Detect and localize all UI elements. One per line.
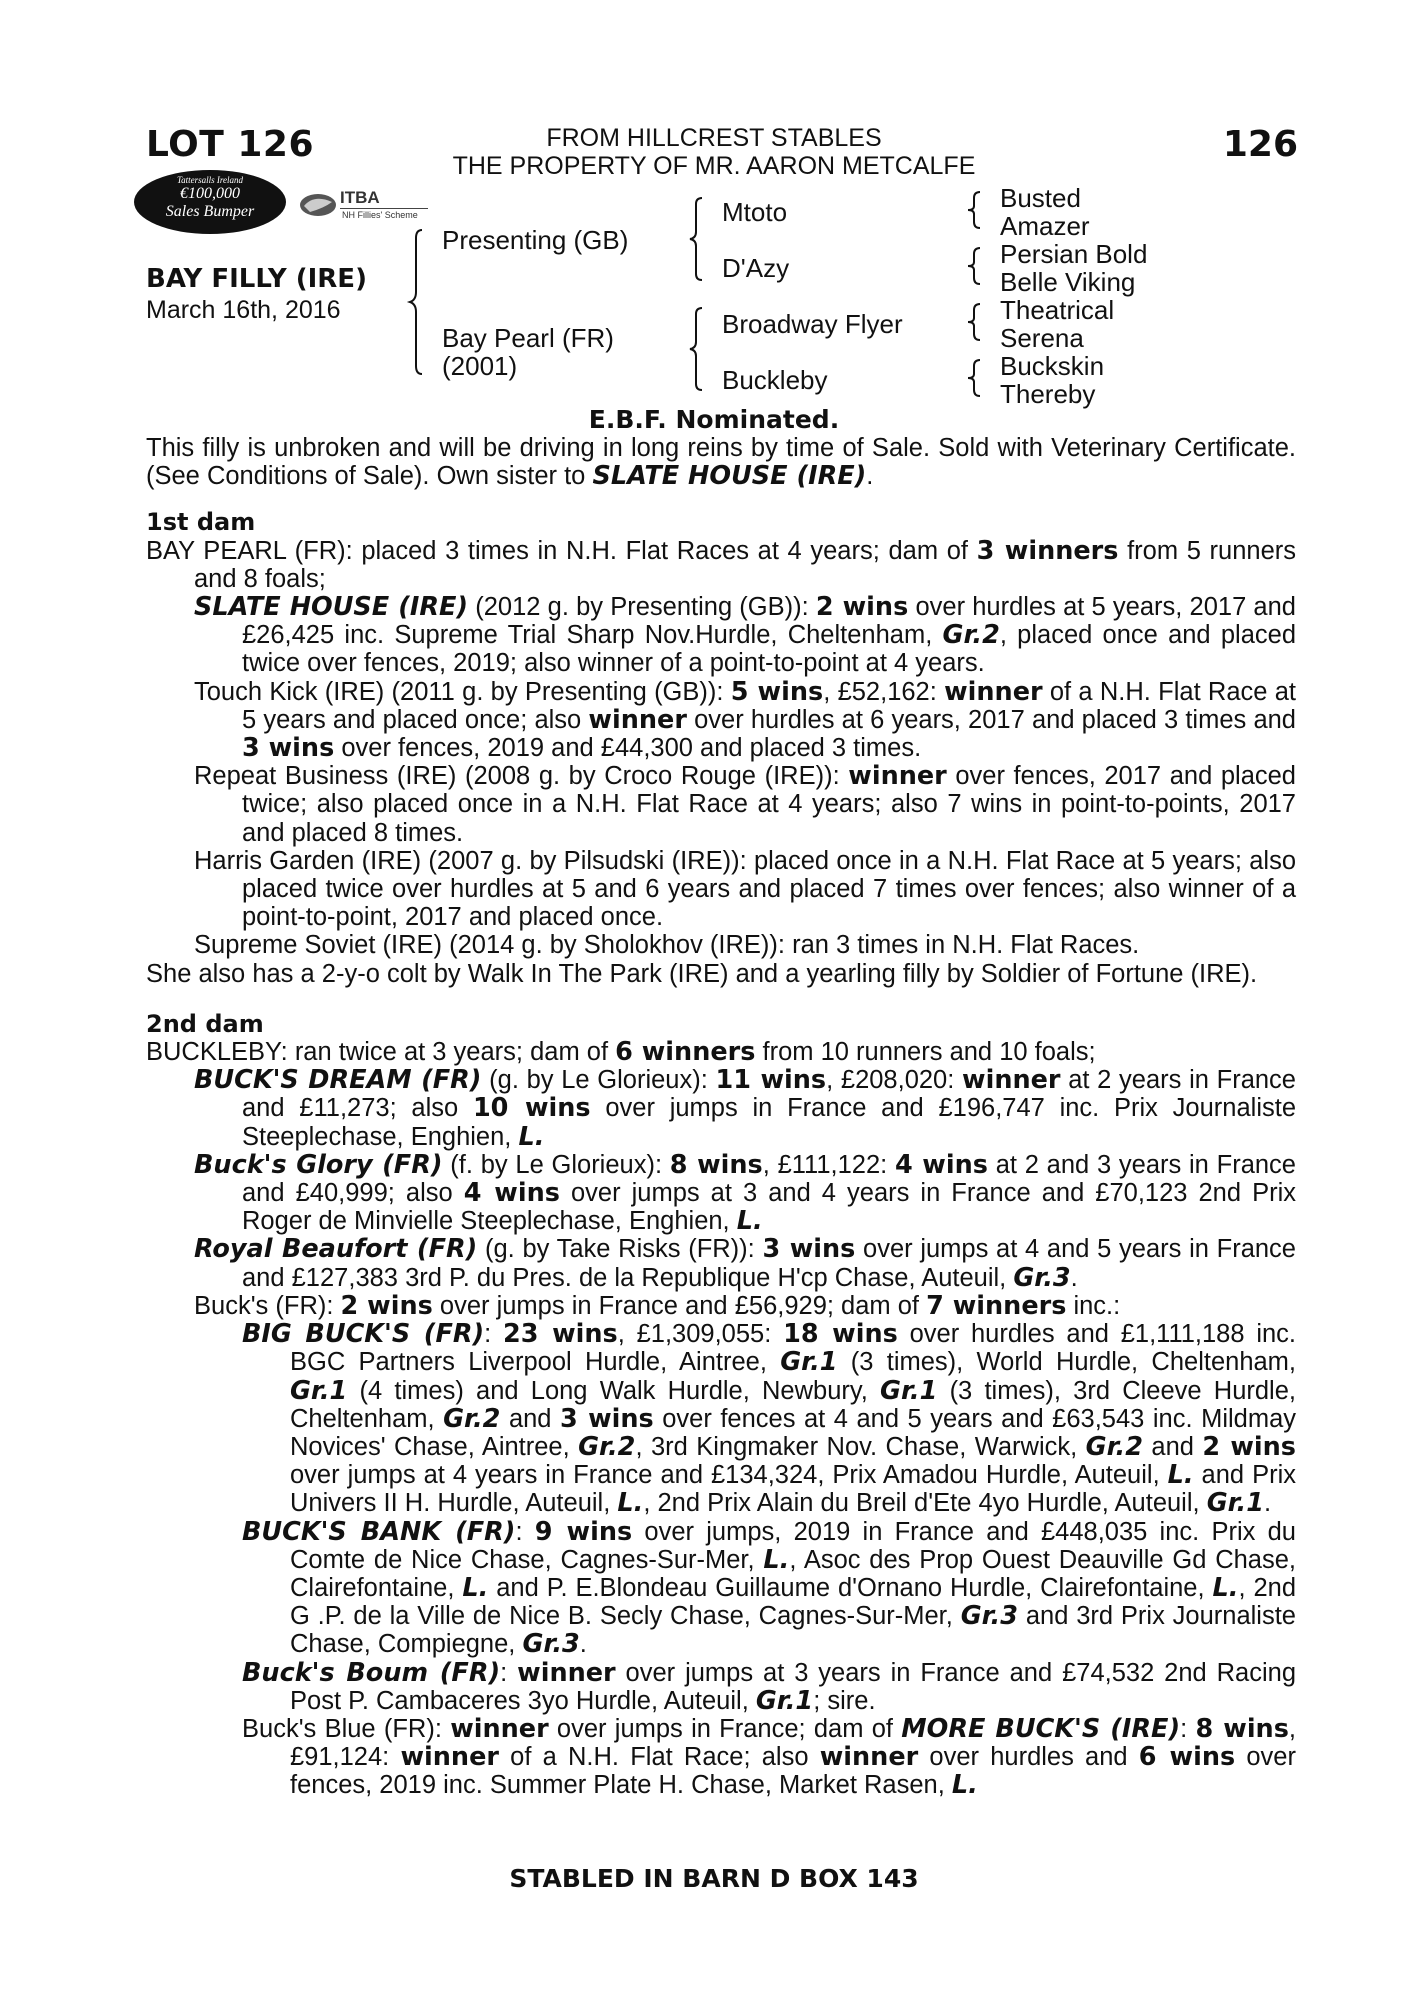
pedigree-dam: Bay Pearl (FR) [442,323,614,353]
pedigree-dam-dam: Buckleby [722,365,828,395]
first-dam-heading: 1st dam [146,508,256,537]
horse-title: BAY FILLY (IRE) [146,264,367,294]
dam-entry: BAY PEARL (FR): placed 3 times in N.H. Flat Races at 4 years; dam of 3 winners from 5 runners and 8 foals; [146,535,1296,593]
badge-amount: €100,000 [180,185,240,202]
grandproduce-entry: Buck's Blue (FR): winner over jumps in France; dam of MORE BUCK'S (IRE): 8 wins, £91,124: winner of a N.H. Flat Race; also winner over hurdles and 6 wins over fences, 2019 inc. Summer Plate H. Chase, Market Rasen, L. [242,1713,1296,1801]
badge-label: Sales Bumper [165,203,255,220]
grandproduce-entry: BIG BUCK'S (FR): 23 wins, £1,309,055: 18 wins over hurdles and £1,111,188 inc. BGC Partners Liverpool Hurdle, Aintree, Gr.1 (3 times), World Hurdle, Cheltenham, Gr.1 (4 times) and Long Walk Hurdle, Newbury, Gr.1 (3 times), 3rd Cleeve Hurdle, Cheltenham, Gr.2 and 3 wins over fences at 4 and 5 years and £63,543 inc. Mildmay Novices' Chase, Aintree, Gr.2, 3rd Kingmaker Nov. Chase, Warwick, Gr.2 and 2 wins over jumps at 4 years in France and £134,324, Prix Amadou Hurdle, Auteuil, L. and Prix Univers II H. Hurdle, Auteuil, L., 2nd Prix Alain du Breil d'Ete 4yo Hurdle, Auteuil, Gr.1. [242,1319,1297,1519]
dam-note: She also has a 2-y-o colt by Walk In The Park (IRE) and a yearling filly by Soldier of Fortune (IRE). [146,959,1258,988]
pedigree-bracket [966,358,986,398]
grandproduce-entry: Buck's Boum (FR): winner over jumps at 3 years in France and £74,532 2nd Racing Post P. Cambaceres 3yo Hurdle, Auteuil, Gr.1; sire. [242,1657,1297,1716]
sales-bumper-badge [134,170,286,234]
produce-entry: SLATE HOUSE (IRE) (2012 g. by Presenting (GB)): 2 wins over hurdles at 5 years, 2017 and £26,425 inc. Supreme Trial Sharp Nov.Hurdle, Cheltenham, Gr.2, placed once and placed twice over fences, 2019; also winner of a point-to-point at 4 years. [194,592,1296,678]
intro-paragraph: This filly is unbroken and will be driving in long reins by time of Sale. Sold with Veterinary Certificate. (See Conditions of Sale). Own sister to SLATE HOUSE (IRE). [146,434,1296,492]
pedigree-sire-sire: Mtoto [722,197,788,227]
produce-entry: Royal Beaufort (FR) (g. by Take Risks (FR)): 3 wins over jumps at 4 and 5 years in France and £127,383 3rd P. du Pres. de la Republique H'cp Chase, Auteuil, Gr.3. [194,1234,1296,1293]
catalogue-body [146,434,1296,1800]
ebf-nominated: E.B.F. Nominated. [588,405,840,434]
itba-logo [298,190,428,226]
pedigree-sire-dam: D'Azy [722,253,790,283]
lot-label: LOT 126 [146,124,314,165]
produce-entry: Repeat Business (IRE) (2008 g. by Croco Rouge (IRE)): winner over fences, 2017 and placed twice; also placed once in a N.H. Flat Race at 4 years; also 7 wins in point-to-points, 2017 and placed 8 times. [194,761,1296,847]
produce-entry: Touch Kick (IRE) (2011 g. by Presenting (GB)): 5 wins, £52,162: winner of a N.H. Flat Race at 5 years and placed once; also winner over hurdles at 6 years, 2017 and placed 3 times and 3 wins over fences, 2019 and £44,300 and placed 3 times. [194,676,1296,764]
produce-entry: Supreme Soviet (IRE) (2014 g. by Sholokhov (IRE)): ran 3 times in N.H. Flat Races. [194,931,1140,960]
consignor-line: FROM HILLCREST STABLES [546,124,882,152]
itba-subtitle: NH Fillies' Scheme [342,210,418,220]
stabling-footer: STABLED IN BARN D BOX 143 [509,1864,919,1893]
pedigree-dds: Buckskin [1000,351,1105,381]
pedigree-dam-year: (2001) [442,351,518,381]
produce-entry: Buck's (FR): 2 wins over jumps in France and £56,929; dam of 7 winners inc.: [194,1290,1121,1321]
produce-entry: BUCK'S DREAM (FR) (g. by Le Glorieux): 11 wins, £208,020: winner at 2 years in France and £11,273; also 10 wins over jumps in France and £196,747 inc. Prix Journaliste Steeplechase, Enghien, L. [194,1065,1296,1152]
pedigree-bracket [966,302,986,342]
owner-line: THE PROPERTY OF MR. AARON METCALFE [452,152,976,180]
pedigree-dss: Theatrical [1000,295,1115,325]
pedigree-dsd: Serena [1000,323,1084,353]
pedigree-dam-sire: Broadway Flyer [722,309,903,339]
itba-title: ITBA [340,188,380,207]
second-dam-heading: 2nd dam [146,1009,264,1038]
pedigree-bracket [408,228,428,378]
pedigree-ssd: Amazer [1000,211,1090,241]
lot-number: 126 [1222,124,1298,165]
pedigree-sdd: Belle Viking [1000,267,1136,297]
produce-entry: Harris Garden (IRE) (2007 g. by Pilsudski (IRE)): placed once in a N.H. Flat Race at 5 years; also placed twice over hurdles at 5 and 6 years and placed 7 times over fences; also winner of a point-to-point, 2017 and placed once. [194,846,1296,932]
badge-small-text: Tattersalls Ireland [176,175,244,185]
grandproduce-entry: BUCK'S BANK (FR): 9 wins over jumps, 2019 in France and £448,035 inc. Prix du Comte de Nice Chase, Cagnes-Sur-Mer, L., Asoc des Prop Ouest Deauville Gd Chase, Clairefontaine, L. and P. E.Blondeau Guillaume d'Ornano Hurdle, Clairefontaine, L., 2nd G .P. de la Ville de Nice B. Secly Chase, Cagnes-Sur-Mer, Gr.3 and 3rd Prix Journaliste Chase, Compiegne, Gr.3. [242,1516,1296,1660]
horse-head-icon [298,190,338,220]
pedigree-sire: Presenting (GB) [442,225,629,255]
pedigree-bracket [688,196,708,282]
pedigree-bracket [966,246,986,286]
pedigree-bracket [688,306,708,392]
pedigree-bracket [966,190,986,230]
date-of-birth: March 16th, 2016 [146,296,341,324]
pedigree-ddd: Thereby [1000,379,1096,409]
pedigree-sds: Persian Bold [1000,239,1148,269]
dam-entry: BUCKLEBY: ran twice at 3 years; dam of 6 winners from 10 runners and 10 foals; [146,1037,1096,1068]
pedigree-sss: Busted [1000,183,1081,213]
produce-entry: Buck's Glory (FR) (f. by Le Glorieux): 8 wins, £111,122: 4 wins at 2 and 3 years in France and £40,999; also 4 wins over jumps at 3 and 4 years in France and £70,123 2nd Prix Roger de Minvielle Steeplechase, Enghien, L. [194,1149,1297,1237]
